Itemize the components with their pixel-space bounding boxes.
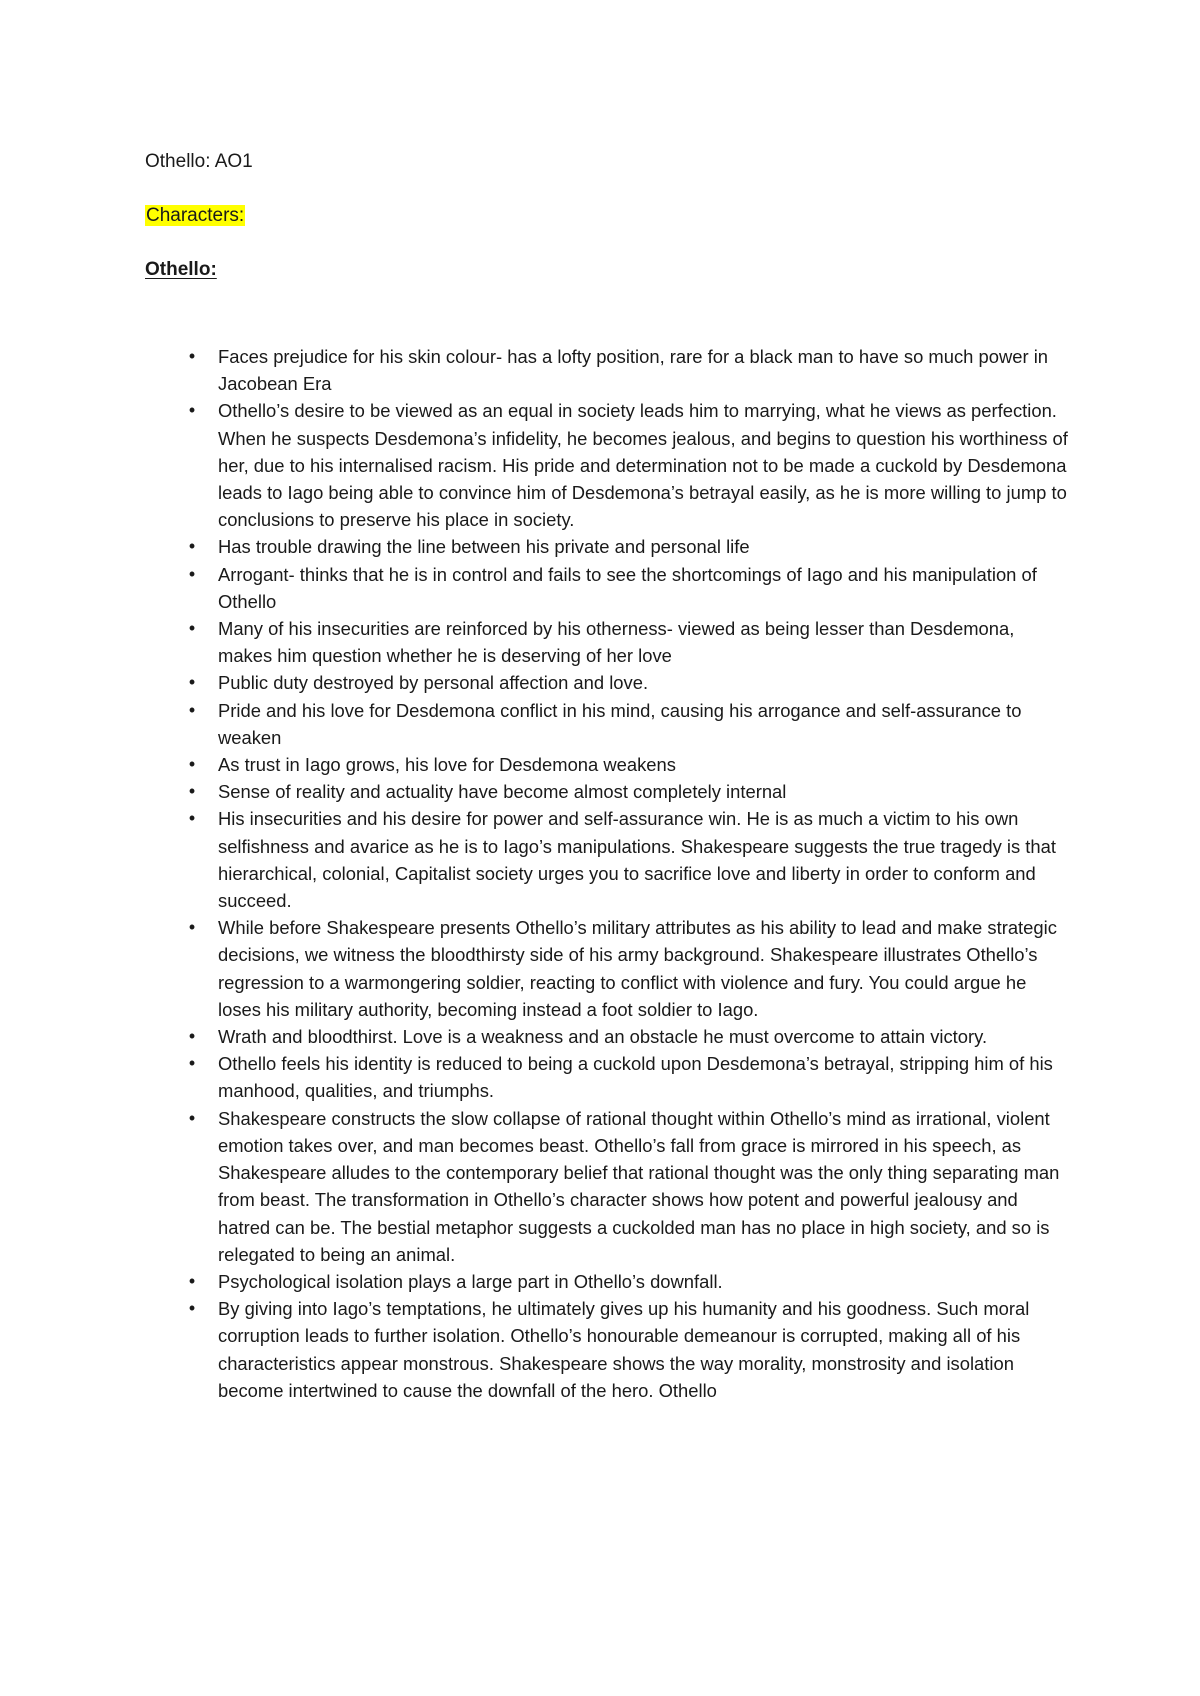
list-item-text: Othello feels his identity is reduced to being a cuckold upon Desdemona’s betrayal, stripping him of his manhood, qualities, and triumphs. [218,1053,1053,1102]
list-item [188,697,1068,751]
list-item-text: Has trouble drawing the line between his private and personal life [218,536,750,558]
list-item [188,805,1068,914]
character-heading: Othello: [145,259,217,280]
list-item [188,397,1068,533]
bullet-icon: • [188,1026,196,1047]
bullet-icon: • [188,1298,196,1319]
list-item-text: Public duty destroyed by personal affection and love. [218,672,649,694]
bullet-icon: • [188,1053,196,1074]
list-item [188,561,1068,615]
list-item [188,1023,1068,1050]
list-item [188,669,1068,696]
list-item [188,778,1068,805]
list-item-text: As trust in Iago grows, his love for Desdemona weakens [218,754,676,776]
bullet-list [188,343,1068,1404]
bullet-icon: • [188,781,196,802]
list-item-text: Arrogant- thinks that he is in control and fails to see the shortcomings of Iago and his manipulation of Othello [218,563,1037,612]
list-item-text: His insecurities and his desire for power and self-assurance win. He is as much a victim to his own selfishness and avarice as he is to Iago’s manipulations. Shakespeare suggests the true tragedy is that hierarchical, colonial, Capitalist society urges you to sacrifice love and liberty in order to conform and succeed. [218,808,1056,912]
bullet-icon: • [188,808,196,829]
list-item-text: Many of his insecurities are reinforced by his otherness- viewed as being lesser than Desdemona, makes him question whether he is deserving of her love [218,618,1015,667]
list-item [188,1268,1068,1295]
bullet-icon: • [188,754,196,775]
bullet-icon: • [188,536,196,557]
list-item-text: Psychological isolation plays a large part in Othello’s downfall. [218,1270,723,1292]
list-item [188,1050,1068,1104]
bullet-icon: • [188,346,196,366]
bullet-icon: • [188,563,196,584]
list-item [188,751,1068,778]
list-item-text: By giving into Iago’s temptations, he ultimately gives up his humanity and his goodness. Such moral corruption leads to further isolation. Othello’s honourable demeanour is corrupted, making all of his characteristics appear monstrous. Shakespeare shows the way morality, monstrosity and isolation become intertwined to cause the downfall of the hero. Othello [218,1298,1030,1401]
list-item-text: Shakespeare constructs the slow collapse of rational thought within Othello’s mind as irrational, violent emotion takes over, and man becomes beast. Othello’s fall from grace is mirrored in his speech, as Shakespeare alludes to the contemporary belief that rational thought was the only thing separating man from beast. The transformation in Othello’s character shows how potent and powerful jealousy and hatred can be. The bestial metaphor suggests a cuckolded man has no place in high society, and so is relegated to being an animal. [218,1107,1060,1265]
bullet-icon: • [188,917,196,938]
document-title: Othello: AO1 [145,151,253,172]
list-item [188,343,1068,397]
list-item-text: Othello’s desire to be viewed as an equal in society leads him to marrying, what he views as perfection. When he suspects Desdemona’s infidelity, he becomes jealous, and begins to question his worthiness of her, due to his internalised racism. His pride and determination not to be made a cuckold by Desdemona leads to Iago being able to convince him of Desdemona’s betrayal easily, as he is more willing to jump to conclusions to preserve his place in society. [218,400,1068,531]
bullet-icon: • [188,699,196,720]
list-item [188,533,1068,560]
bullet-icon: • [188,672,196,693]
list-item [188,615,1068,669]
list-item [188,1105,1068,1268]
section-label [145,204,245,228]
list-item-text: While before Shakespeare presents Othello’s military attributes as his ability to lead and make strategic decisions, we witness the bloodthirsty side of his army background. Shakespeare illustrates Othello’s regression to a warmongering soldier, reacting to conflict with violence and fury. You could argue he loses his military authority, becoming instead a foot soldier to Iago. [218,917,1057,1020]
bullet-icon: • [188,400,196,421]
bullet-icon: • [188,1107,196,1128]
list-item [188,1295,1068,1404]
list-item-text: Faces prejudice for his skin colour- has a lofty position, rare for a black man to have so much power in Jacobean Era [218,346,1049,395]
list-item-text: Wrath and bloodthirst. Love is a weakness and an obstacle he must overcome to attain victory. [218,1026,988,1048]
highlighted-section-label: Characters: [146,205,245,226]
bullet-icon: • [188,1270,196,1291]
list-item-text: Sense of reality and actuality have become almost completely internal [218,781,787,803]
list-item-text: Pride and his love for Desdemona conflict in his mind, causing his arrogance and self-assurance to weaken [218,699,1022,748]
list-item [188,914,1068,1023]
bullet-icon: • [188,618,196,639]
